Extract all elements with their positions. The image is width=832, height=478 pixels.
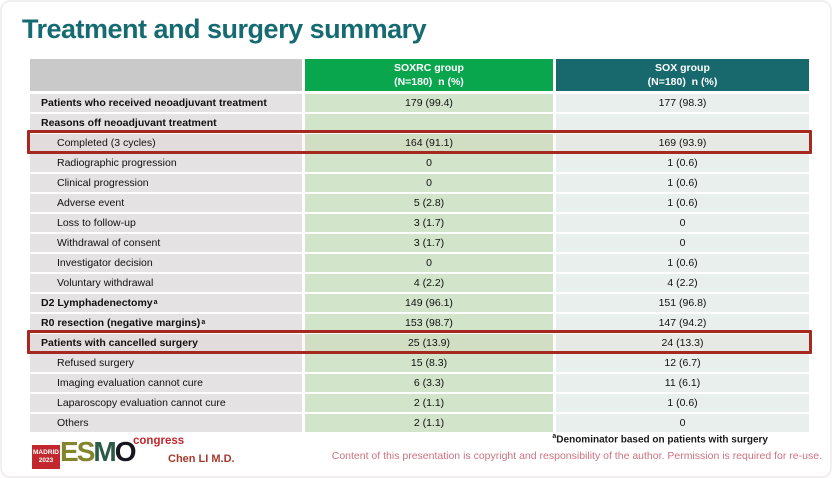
row-label	[30, 134, 302, 154]
soxrc-value-cell: 0	[305, 154, 553, 174]
table-row	[30, 194, 809, 214]
esmo-letter-m: M	[93, 436, 115, 467]
header-soxrc-line2: (N=180) n (%)	[394, 76, 464, 88]
esmo-letter-s: S	[76, 436, 94, 467]
row-label	[30, 334, 302, 354]
esmo-logo-letters	[60, 438, 134, 466]
esmo-letter-e: E	[60, 436, 77, 467]
sox-value-cell	[556, 114, 809, 134]
madrid-2023-badge	[32, 445, 60, 469]
row-label-text: Investigator decision	[57, 257, 153, 269]
table-row	[30, 394, 809, 414]
table-footnote	[552, 433, 768, 445]
table-row	[30, 314, 809, 334]
table-row	[30, 294, 809, 314]
table-row	[30, 154, 809, 174]
table-row	[30, 254, 809, 274]
soxrc-value-cell: 153 (98.7)	[305, 314, 553, 334]
presenter-name: Chen LI M.D.	[168, 453, 235, 465]
sox-value-cell: 4 (2.2)	[556, 274, 809, 294]
row-label-text: Adverse event	[57, 197, 125, 209]
table-header-row	[30, 59, 809, 91]
footnote-text: Denominator based on patients with surgery	[556, 434, 768, 446]
header-sox-line1: SOX group	[655, 61, 710, 74]
esmo-congress-logo	[32, 435, 185, 474]
footnote-marker: a	[552, 433, 557, 440]
row-label-text: D2 Lymphadenectomy	[41, 297, 153, 309]
row-label-text: Patients with cancelled surgery	[41, 337, 198, 349]
row-label-text: Laparoscopy evaluation cannot cure	[57, 397, 226, 409]
row-label	[30, 254, 302, 274]
row-label-text: Reasons off neoadjuvant treatment	[41, 117, 217, 129]
row-label-text: Others	[57, 417, 89, 429]
table-row	[30, 274, 809, 294]
sox-value-cell: 1 (0.6)	[556, 194, 809, 214]
soxrc-value-cell	[305, 114, 553, 134]
row-label-text: Voluntary withdrawal	[57, 277, 154, 289]
sox-value-cell: 0	[556, 414, 809, 434]
soxrc-value-cell: 5 (2.8)	[305, 194, 553, 214]
soxrc-value-cell: 2 (1.1)	[305, 394, 553, 414]
sox-value-cell: 151 (96.8)	[556, 294, 809, 314]
table-row	[30, 114, 809, 134]
soxrc-value-cell: 3 (1.7)	[305, 234, 553, 254]
badge-city: MADRID	[33, 448, 59, 456]
row-label	[30, 94, 302, 114]
row-label	[30, 274, 302, 294]
table-body	[30, 94, 809, 434]
row-label-text: R0 resection (negative margins)	[41, 317, 201, 329]
sox-value-cell: 1 (0.6)	[556, 174, 809, 194]
row-label	[30, 374, 302, 394]
table-row	[30, 354, 809, 374]
row-label	[30, 174, 302, 194]
row-label-text: Radiographic progression	[57, 157, 177, 169]
header-empty-cell	[30, 59, 302, 91]
soxrc-value-cell: 15 (8.3)	[305, 354, 553, 374]
sox-value-cell: 1 (0.6)	[556, 254, 809, 274]
page-title: Treatment and surgery summary	[22, 14, 427, 44]
row-label-text: Imaging evaluation cannot cure	[57, 377, 203, 389]
sox-value-cell: 1 (0.6)	[556, 394, 809, 414]
header-soxrc-group	[305, 59, 553, 91]
esmo-letter-o: O	[114, 436, 135, 467]
sox-value-cell: 11 (6.1)	[556, 374, 809, 394]
row-label-text: Withdrawal of consent	[57, 237, 161, 249]
soxrc-value-cell: 6 (3.3)	[305, 374, 553, 394]
copyright-notice: Content of this presentation is copyright and responsibility of the author. Permission is required for re-use.	[331, 450, 822, 462]
row-label-text: Clinical progression	[57, 177, 149, 189]
table-row	[30, 214, 809, 234]
soxrc-value-cell: 164 (91.1)	[305, 134, 553, 154]
soxrc-value-cell: 149 (96.1)	[305, 294, 553, 314]
header-soxrc-line1: SOXRC group	[393, 61, 464, 74]
treatment-surgery-table	[30, 59, 809, 434]
sox-value-cell: 177 (98.3)	[556, 94, 809, 114]
soxrc-value-cell: 0	[305, 254, 553, 274]
sox-value-cell: 0	[556, 234, 809, 254]
soxrc-value-cell: 179 (99.4)	[305, 94, 553, 114]
soxrc-value-cell: 3 (1.7)	[305, 214, 553, 234]
table-row	[30, 234, 809, 254]
row-label-text: Loss to follow-up	[57, 217, 136, 229]
table-row	[30, 374, 809, 394]
row-label	[30, 414, 302, 434]
row-label: D2 Lymphadenectomy a	[30, 294, 302, 314]
row-label-text: Patients who received neoadjuvant treatment	[41, 97, 267, 109]
header-sox-line2: (N=180) n (%)	[647, 76, 718, 88]
table-row	[30, 414, 809, 434]
row-label	[30, 194, 302, 214]
congress-label: congress	[133, 435, 185, 447]
badge-year: 2023	[38, 457, 54, 464]
row-label	[30, 114, 302, 134]
sox-value-cell: 1 (0.6)	[556, 154, 809, 174]
row-label-text: Refused surgery	[57, 357, 135, 369]
sox-value-cell: 169 (93.9)	[556, 134, 809, 154]
table-row	[30, 134, 809, 154]
soxrc-value-cell: 0	[305, 174, 553, 194]
row-label	[30, 154, 302, 174]
row-label	[30, 394, 302, 414]
sox-value-cell: 24 (13.3)	[556, 334, 809, 354]
row-label: R0 resection (negative margins) a	[30, 314, 302, 334]
table-row	[30, 334, 809, 354]
row-label-text: Completed (3 cycles)	[57, 137, 156, 149]
soxrc-value-cell: 2 (1.1)	[305, 414, 553, 434]
table-row	[30, 174, 809, 194]
row-label	[30, 354, 302, 374]
sox-value-cell: 0	[556, 214, 809, 234]
sox-value-cell: 12 (6.7)	[556, 354, 809, 374]
row-label	[30, 234, 302, 254]
table-row	[30, 94, 809, 114]
header-sox-group	[556, 59, 809, 91]
sox-value-cell: 147 (94.2)	[556, 314, 809, 334]
soxrc-value-cell: 4 (2.2)	[305, 274, 553, 294]
row-label	[30, 214, 302, 234]
soxrc-value-cell: 25 (13.9)	[305, 334, 553, 354]
